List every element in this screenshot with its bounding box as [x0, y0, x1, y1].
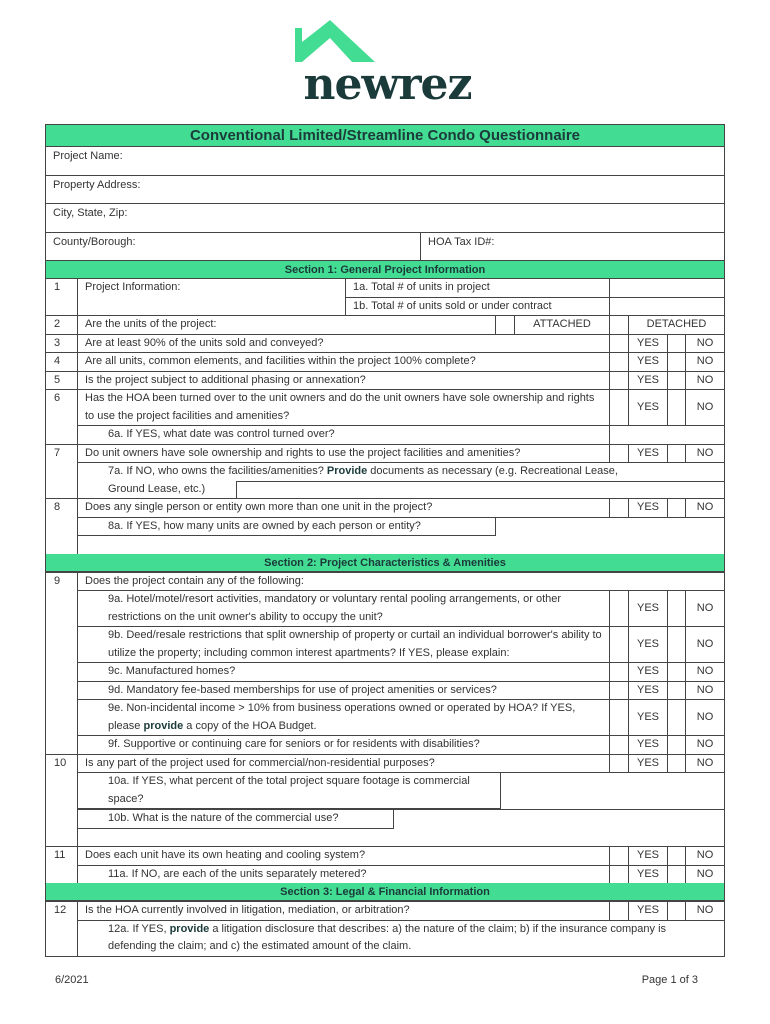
section-header: Section 2: Project Characteristics & Amenities	[46, 554, 724, 572]
no-checkbox[interactable]	[667, 663, 685, 681]
blank-row	[46, 536, 724, 554]
field-label: City, State, Zip:	[53, 207, 128, 219]
question-text: Is any part of the project used for commercial/non-residential purposes?	[85, 756, 435, 769]
question-row	[46, 315, 724, 334]
answer-area[interactable]	[78, 829, 724, 847]
question-number: 4	[46, 352, 78, 371]
no-label: NO	[685, 902, 724, 920]
question-row	[46, 425, 724, 444]
yes-checkbox[interactable]	[609, 499, 628, 517]
question-body	[78, 315, 724, 334]
yes-checkbox[interactable]	[609, 663, 628, 681]
question-text: Do unit owners have sole ownership and rights to use the project facilities and amenities?	[85, 446, 521, 459]
question-number	[46, 865, 78, 884]
yes-label: YES	[628, 866, 667, 884]
yes-checkbox[interactable]	[609, 445, 628, 463]
yes-checkbox[interactable]	[609, 372, 628, 390]
no-checkbox[interactable]	[667, 445, 685, 463]
no-checkbox[interactable]	[667, 866, 685, 884]
field-label: HOA Tax ID#:	[428, 235, 495, 248]
question-row	[46, 334, 724, 353]
question-number: 12	[46, 901, 78, 920]
question-text-pre: 12a. If YES,	[108, 922, 170, 935]
county-borough-field[interactable]	[46, 233, 421, 261]
question-text: 10b. What is the nature of the commercial use?	[108, 812, 339, 824]
question-number: 1	[46, 279, 78, 315]
no-checkbox[interactable]	[667, 847, 685, 865]
question-number	[46, 425, 78, 444]
no-checkbox[interactable]	[667, 736, 685, 754]
question-number	[46, 772, 78, 809]
question-number	[46, 462, 78, 498]
question-body	[78, 846, 724, 865]
yes-checkbox[interactable]	[609, 755, 628, 773]
yes-label: YES	[628, 663, 667, 681]
property-address-field[interactable]	[46, 176, 724, 205]
question-body	[78, 735, 724, 754]
question-text-pre: 7a. If NO, who owns the facilities/amenities?	[108, 465, 327, 477]
no-checkbox[interactable]	[667, 700, 685, 735]
question-text-bold: Provide	[326, 465, 368, 477]
question-number	[46, 681, 78, 700]
question-body	[78, 572, 724, 591]
question-number: 9	[46, 572, 78, 591]
question-row	[46, 444, 724, 463]
attached-checkbox[interactable]	[495, 316, 514, 334]
question-body	[78, 809, 724, 829]
answer-field[interactable]	[609, 426, 724, 444]
yes-label: YES	[628, 335, 667, 353]
question-text: Are at least 90% of the units sold and conveyed?	[85, 336, 324, 349]
yes-label: YES	[628, 445, 667, 463]
question-number: 10	[46, 754, 78, 773]
yes-label: YES	[628, 372, 667, 390]
no-checkbox[interactable]	[667, 627, 685, 662]
yes-checkbox[interactable]	[609, 682, 628, 700]
field-label: County/Borough:	[53, 235, 136, 248]
no-label: NO	[685, 682, 724, 700]
question-number	[46, 699, 78, 735]
question-number: 7	[46, 444, 78, 463]
question-row	[46, 352, 724, 371]
attached-label: ATTACHED	[514, 316, 609, 334]
question-row	[46, 279, 724, 315]
question-text-post: a litigation disclosure that describes: a) the nature of the claim; b) if the insurance company is defending the claim; and c) the estimated amount of the claim.	[108, 922, 667, 952]
sub-row	[346, 279, 724, 297]
section-header: Section 1: General Project Information	[46, 261, 724, 279]
question-body	[78, 662, 724, 681]
no-checkbox[interactable]	[667, 372, 685, 390]
no-label: NO	[685, 499, 724, 517]
question-text: Is the project subject to additional phasing or annexation?	[85, 373, 366, 386]
question-number: 6	[46, 389, 78, 425]
question-text: 9c. Manufactured homes?	[108, 665, 236, 677]
yes-label: YES	[628, 591, 667, 626]
no-label: NO	[685, 866, 724, 884]
no-checkbox[interactable]	[667, 902, 685, 920]
answer-field[interactable]	[609, 298, 724, 316]
question-text: 9b. Deed/resale restrictions that split ownership of property or curtail an individual borrower's ability to utilize the property; including common interest apartments? If YES, please explain:	[108, 629, 602, 659]
section-header: Conventional Limited/Streamline Condo Questionnaire	[46, 125, 724, 147]
question-body	[78, 444, 724, 463]
no-checkbox[interactable]	[667, 682, 685, 700]
yes-checkbox[interactable]	[609, 627, 628, 662]
question-body	[78, 352, 724, 371]
project-name-field[interactable]	[46, 147, 724, 176]
question-text-bold: provide	[143, 719, 184, 732]
no-label: NO	[685, 663, 724, 681]
question-text: 1b. Total # of units sold or under contract	[353, 299, 552, 312]
question-body	[78, 920, 724, 956]
question-row	[46, 517, 724, 537]
question-row	[46, 662, 724, 681]
blank-row	[46, 829, 724, 847]
no-checkbox[interactable]	[667, 353, 685, 371]
question-text: 10a. If YES, what percent of the total project square footage is commercial space?	[108, 775, 470, 805]
question-body	[78, 425, 724, 444]
answer-box[interactable]	[236, 481, 724, 499]
question-number: 11	[46, 846, 78, 865]
question-text-bold: provide	[169, 922, 210, 935]
question-text: 8a. If YES, how many units are owned by each person or entity?	[108, 519, 421, 532]
question-body	[78, 462, 724, 498]
yes-label: YES	[628, 499, 667, 517]
question-text: Is the HOA currently involved in litigation, mediation, or arbitration?	[85, 904, 410, 916]
question-number: 5	[46, 371, 78, 390]
question-number: 2	[46, 315, 78, 334]
question-row	[46, 735, 724, 754]
question-text: Project Information:	[78, 279, 346, 315]
question-text: Has the HOA been turned over to the unit owners and do the unit owners have sole ownership and rights to use the project facilities and amenities?	[85, 392, 595, 422]
no-label: NO	[685, 755, 724, 773]
yes-checkbox[interactable]	[609, 390, 628, 425]
no-label: NO	[685, 591, 724, 626]
no-checkbox[interactable]	[667, 390, 685, 425]
question-body	[78, 334, 724, 353]
question-body	[78, 754, 724, 773]
no-label: NO	[685, 445, 724, 463]
detached-checkbox[interactable]	[609, 316, 628, 334]
question-number	[46, 920, 78, 956]
form-date: 6/2021	[55, 974, 89, 986]
city-state-zip-field[interactable]	[46, 204, 724, 233]
question-body	[78, 371, 724, 390]
yes-checkbox[interactable]	[609, 847, 628, 865]
question-row	[46, 498, 724, 517]
question-row	[46, 920, 724, 957]
no-label: NO	[685, 700, 724, 735]
page-number: Page 1 of 3	[641, 974, 698, 986]
no-checkbox[interactable]	[667, 591, 685, 626]
yes-checkbox[interactable]	[609, 700, 628, 735]
question-text: 6a. If YES, what date was control turned over?	[108, 428, 335, 440]
condo-questionnaire-form	[45, 124, 725, 957]
question-row	[46, 626, 724, 662]
question-row	[46, 462, 724, 498]
question-number: 3	[46, 334, 78, 353]
county-row	[46, 233, 724, 262]
yes-checkbox[interactable]	[609, 353, 628, 371]
yes-label: YES	[628, 390, 667, 425]
question-number	[46, 829, 78, 847]
answer-box[interactable]	[78, 773, 501, 809]
question-text	[78, 463, 724, 481]
question-number	[46, 626, 78, 662]
yes-checkbox[interactable]	[609, 866, 628, 884]
newrez-logo	[290, 20, 485, 110]
no-label: NO	[685, 372, 724, 390]
detached-label: DETACHED	[628, 316, 724, 334]
question-body	[78, 498, 724, 517]
question-number	[46, 517, 78, 537]
answer-box[interactable]	[78, 518, 496, 537]
no-checkbox[interactable]	[667, 499, 685, 517]
logo-wordmark: newrez	[303, 59, 472, 110]
question-text: Are all units, common elements, and facilities within the project 100% complete?	[85, 355, 476, 367]
question-text: Does any single person or entity own more than one unit in the project?	[85, 501, 433, 513]
question-number: 8	[46, 498, 78, 517]
question-row	[46, 901, 724, 920]
hoa-tax-id-field[interactable]	[421, 233, 724, 261]
question-row	[46, 681, 724, 700]
section-header: Section 3: Legal & Financial Information	[46, 883, 724, 901]
yes-checkbox[interactable]	[609, 736, 628, 754]
line-2	[78, 481, 724, 499]
field-label: Project Name:	[53, 150, 123, 162]
answer-field[interactable]	[609, 279, 724, 297]
question-row	[46, 754, 724, 773]
no-label: NO	[685, 390, 724, 425]
yes-label: YES	[628, 902, 667, 920]
question-body	[78, 699, 724, 735]
question-row	[46, 371, 724, 390]
yes-label: YES	[628, 627, 667, 662]
no-checkbox[interactable]	[667, 335, 685, 353]
question-text: 9f. Supportive or continuing care for seniors or for residents with disabilities?	[108, 738, 480, 750]
yes-checkbox[interactable]	[609, 591, 628, 626]
no-label: NO	[685, 335, 724, 353]
yes-label: YES	[628, 736, 667, 754]
question-body	[78, 626, 724, 662]
question-body	[78, 590, 724, 626]
question-row	[46, 389, 724, 425]
answer-box[interactable]	[78, 810, 394, 829]
yes-checkbox[interactable]	[609, 902, 628, 920]
question-body	[78, 865, 724, 884]
yes-label: YES	[628, 353, 667, 371]
question-body	[78, 681, 724, 700]
question-text-post: documents as necessary (e.g. Recreational Lease,	[367, 465, 618, 477]
question-text: 11a. If NO, are each of the units separately metered?	[108, 867, 367, 880]
no-label: NO	[685, 847, 724, 865]
yes-label: YES	[628, 847, 667, 865]
question-text: Does the project contain any of the following:	[85, 574, 304, 587]
question-row	[46, 846, 724, 865]
yes-label: YES	[628, 682, 667, 700]
question-text-pre: 9e. Non-incidental income > 10% from business operations owned or operated by HOA? If YES, please	[108, 702, 576, 732]
question-number	[46, 536, 78, 554]
no-checkbox[interactable]	[667, 755, 685, 773]
question-text: 1a. Total # of units in project	[353, 281, 490, 293]
question-row	[46, 699, 724, 735]
question-number	[46, 662, 78, 681]
yes-checkbox[interactable]	[609, 335, 628, 353]
question-text: Ground Lease, etc.)	[108, 482, 206, 495]
question-body	[78, 901, 724, 920]
question-text: 9a. Hotel/motel/resort activities, mandatory or voluntary rental pooling arrangements, or other restrictions on the unit owner's ability to occupy the unit?	[108, 593, 562, 623]
no-label: NO	[685, 627, 724, 662]
question-text: Does each unit have its own heating and cooling system?	[85, 849, 366, 861]
question-body	[78, 389, 724, 425]
question-text-post: a copy of the HOA Budget.	[183, 719, 317, 732]
field-label: Property Address:	[53, 178, 141, 191]
question-number	[46, 590, 78, 626]
question-row	[46, 572, 724, 591]
no-label: NO	[685, 353, 724, 371]
answer-area[interactable]	[78, 536, 724, 554]
question-text	[78, 700, 609, 735]
no-label: NO	[685, 736, 724, 754]
sub-row	[346, 297, 724, 316]
question-row	[46, 865, 724, 884]
question-number	[46, 735, 78, 754]
question-row	[46, 772, 724, 809]
yes-label: YES	[628, 700, 667, 735]
question-row	[46, 590, 724, 626]
question-body	[78, 517, 724, 537]
question-text: 9d. Mandatory fee-based memberships for use of project amenities or services?	[108, 683, 497, 696]
question-number	[46, 809, 78, 829]
question-text	[78, 921, 724, 956]
sub-questions	[346, 279, 724, 315]
question-body	[78, 279, 724, 315]
question-text: Are the units of the project:	[85, 318, 217, 330]
question-body	[78, 772, 724, 809]
yes-label: YES	[628, 755, 667, 773]
question-row	[46, 809, 724, 829]
